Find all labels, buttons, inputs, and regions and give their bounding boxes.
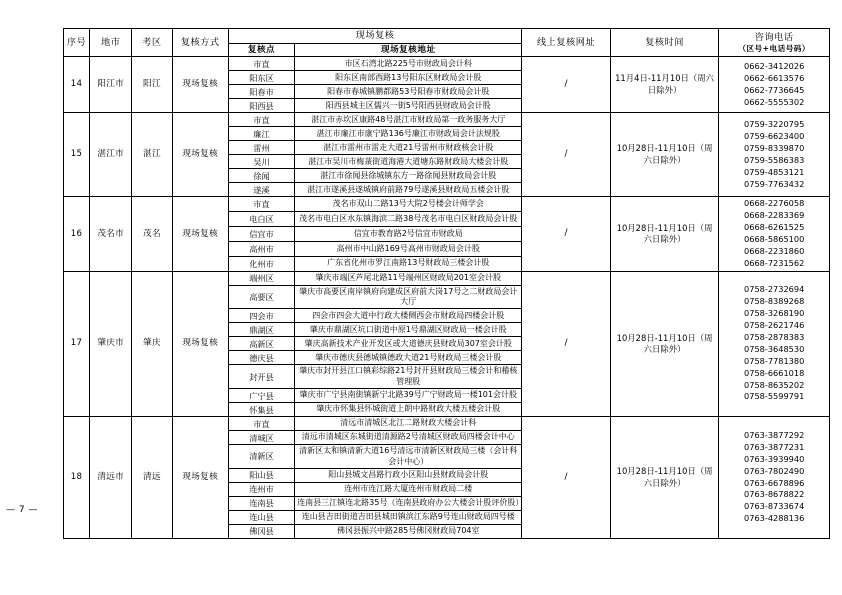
header-city: 地市 xyxy=(90,29,132,57)
cell-review-point: 市直 xyxy=(228,113,294,127)
header-phone-line1: 咨询电话 xyxy=(754,32,794,44)
cell-review-point: 市直 xyxy=(228,57,294,71)
cell-mode: 现场复核 xyxy=(172,197,228,271)
phone-number: 0763-8678822 xyxy=(744,489,805,500)
cell-review-point: 连山县 xyxy=(228,510,294,524)
cell-review-address: 清新区太和镇清新大道16号清远市清新区财政局三楼（会计科 会计中心） xyxy=(295,445,522,469)
cell-review-point: 端州区 xyxy=(228,271,294,285)
cell-review-point: 高州市 xyxy=(228,241,294,256)
cell-review-address: 连州市连江路大厦连州市财政局二楼 xyxy=(295,482,522,496)
cell-city: 阳江市 xyxy=(90,57,132,113)
cell-review-point: 市直 xyxy=(228,197,294,212)
cell-review-point: 高要区 xyxy=(228,285,294,309)
cell-review-point: 信宜市 xyxy=(228,226,294,241)
review-schedule-table xyxy=(63,28,830,539)
cell-review-address: 湛江市廉江市康宁路136号廉江市财政局会计法规股 xyxy=(295,127,522,141)
phone-number: 0759-4853121 xyxy=(744,166,805,177)
cell-review-address: 阳春市春城镇鹏都路53号阳春市财政局会计股 xyxy=(295,85,522,99)
cell-review-address: 肇庆市封开县江口镇彩综路21号封开县财政局三楼会计和稽核管理股 xyxy=(295,365,522,389)
table-row xyxy=(64,271,830,285)
cell-review-point: 封开县 xyxy=(228,365,294,389)
cell-review-address: 佛冈县振兴中路285号佛冈财政局704室 xyxy=(295,524,522,538)
phone-number: 0662-7736645 xyxy=(744,84,805,95)
cell-review-address: 茂名市电白区水东镇海滨二路38号茂名市电白区财政局会计股 xyxy=(295,212,522,227)
cell-phone-list xyxy=(719,57,830,113)
cell-review-point: 阳春市 xyxy=(228,85,294,99)
cell-review-address: 信宜市教育路2号信宜市财政局 xyxy=(295,226,522,241)
phone-number: 0668-2283369 xyxy=(744,210,805,221)
table-row xyxy=(64,417,830,431)
phone-number: 0763-6678896 xyxy=(744,477,805,488)
cell-review-address: 四会市四会大道中行政大楼侧西会市财政局四楼会计股 xyxy=(295,309,522,323)
phone-number: 0763-3877231 xyxy=(744,441,805,452)
cell-review-point: 阳东区 xyxy=(228,71,294,85)
header-phone-line2: （区号+电话号码） xyxy=(738,43,810,53)
phone-number: 0759-5586383 xyxy=(744,154,805,165)
cell-district: 阳江 xyxy=(132,57,172,113)
cell-review-address: 肇庆高新技术产业开发区或大道德庆县财政局307室会计股 xyxy=(295,337,522,351)
cell-mode: 现场复核 xyxy=(172,271,228,417)
phone-number: 0668-7231562 xyxy=(744,257,805,268)
cell-city: 茂名市 xyxy=(90,197,132,271)
header-point: 复核点 xyxy=(228,43,294,57)
phone-number: 0668-2231860 xyxy=(744,245,805,256)
cell-review-point: 连州市 xyxy=(228,482,294,496)
phone-number: 0759-3220795 xyxy=(744,119,805,130)
cell-review-point: 雷州 xyxy=(228,141,294,155)
phone-number: 0758-8635202 xyxy=(744,379,805,390)
cell-review-point: 连南县 xyxy=(228,496,294,510)
cell-review-point: 遂溪 xyxy=(228,183,294,197)
cell-review-address: 肇庆市广宁县南街镇新宁北路39号广宁财政局一楼101会计股 xyxy=(295,389,522,403)
cell-mode: 现场复核 xyxy=(172,57,228,113)
cell-review-time: 10月28日-11月10日（周六日除外） xyxy=(610,271,719,417)
cell-review-point: 德庆县 xyxy=(228,351,294,365)
cell-review-address: 肇庆市德庆县德城镇德政大道21号财政局三楼会计股 xyxy=(295,351,522,365)
cell-mode: 现场复核 xyxy=(172,417,228,539)
cell-online-url: / xyxy=(522,271,610,417)
cell-district: 肇庆 xyxy=(132,271,172,417)
header-mode: 复核方式 xyxy=(172,29,228,57)
phone-number: 0758-2621746 xyxy=(744,320,805,331)
cell-seq: 15 xyxy=(64,113,90,197)
phone-number: 0763-8733674 xyxy=(744,501,805,512)
cell-review-point: 佛冈县 xyxy=(228,524,294,538)
phone-number: 0758-3648530 xyxy=(744,343,805,354)
header-online-url: 线上复核网址 xyxy=(522,29,610,57)
phone-number: 0763-3877292 xyxy=(744,429,805,440)
cell-review-point: 怀集县 xyxy=(228,403,294,417)
phone-number: 0758-8389268 xyxy=(744,296,805,307)
table-row xyxy=(64,57,830,71)
cell-review-address: 肇庆市端区芦尾北路11号端州区财政局201室会计股 xyxy=(295,271,522,285)
cell-district: 湛江 xyxy=(132,113,172,197)
header-seq: 序号 xyxy=(64,29,90,57)
cell-district: 清远 xyxy=(132,417,172,539)
phone-number: 0763-7802490 xyxy=(744,465,805,476)
phone-number: 0763-3939940 xyxy=(744,453,805,464)
table-header-row-1 xyxy=(64,29,830,44)
cell-review-point: 廉江 xyxy=(228,127,294,141)
cell-review-address: 连山县吉田街道吉田县城田镇滨江东路9号连山财政局四号楼 xyxy=(295,510,522,524)
phone-number: 0763-4288136 xyxy=(744,513,805,524)
cell-phone-list xyxy=(719,113,830,197)
cell-review-address: 肇庆市高要区南岸镇府向建成区府前大岗17号之二财政局会计大厅 xyxy=(295,285,522,309)
cell-review-address: 阳山县城文昌路行政小区阳山县财政局会计股 xyxy=(295,468,522,482)
cell-online-url: / xyxy=(522,113,610,197)
phone-number: 0668-2276058 xyxy=(744,198,805,209)
cell-review-address: 肇庆市怀集县怀城街道上朗中路财政大楼五楼会计股 xyxy=(295,403,522,417)
table-row xyxy=(64,113,830,127)
cell-review-address: 清远市清城区北江二路财政大楼会计科 xyxy=(295,417,522,431)
cell-review-point: 鼎湖区 xyxy=(228,323,294,337)
cell-review-address: 湛江市赤坎区康路48号湛江市财政局第一政务服务大厅 xyxy=(295,113,522,127)
phone-number: 0758-5599791 xyxy=(744,391,805,402)
cell-review-point: 清新区 xyxy=(228,445,294,469)
cell-phone-list xyxy=(719,197,830,271)
cell-review-address: 连南县三江镇连北路35号（连南县政府办公大楼会计股评价股） xyxy=(295,496,522,510)
cell-online-url: / xyxy=(522,417,610,539)
header-onsite-group: 现场复核 xyxy=(228,29,522,44)
cell-seq: 18 xyxy=(64,417,90,539)
cell-review-point: 阳西县 xyxy=(228,99,294,113)
phone-number: 0668-5865100 xyxy=(744,233,805,244)
cell-city: 湛江市 xyxy=(90,113,132,197)
header-phone xyxy=(719,29,830,57)
cell-online-url: / xyxy=(522,197,610,271)
cell-phone-list xyxy=(719,417,830,539)
phone-number: 0662-3412026 xyxy=(744,60,805,71)
cell-district: 茂名 xyxy=(132,197,172,271)
cell-city: 肇庆市 xyxy=(90,271,132,417)
cell-review-time: 11月4日-11月10日（周六日除外） xyxy=(610,57,719,113)
table-body xyxy=(64,57,830,539)
cell-review-address: 湛江市徐闻县徐城镇东方一路徐闻县财政局会计股 xyxy=(295,169,522,183)
cell-review-point: 市直 xyxy=(228,417,294,431)
phone-number: 0759-6623400 xyxy=(744,130,805,141)
phone-number: 0668-6261525 xyxy=(744,222,805,233)
table-row xyxy=(64,197,830,212)
phone-number: 0758-2732694 xyxy=(744,284,805,295)
cell-review-address: 高州市中山路169号高州市财政局会计股 xyxy=(295,241,522,256)
phone-number: 0759-8339870 xyxy=(744,142,805,153)
cell-review-address: 清远市清城区东城街道清源路2号清城区财政局四楼会计中心 xyxy=(295,431,522,445)
phone-number: 0758-6661018 xyxy=(744,367,805,378)
cell-review-address: 湛江市雷州市雷走大道21号雷州市财政核会计股 xyxy=(295,141,522,155)
cell-seq: 16 xyxy=(64,197,90,271)
cell-review-point: 吴川 xyxy=(228,155,294,169)
cell-seq: 17 xyxy=(64,271,90,417)
cell-review-address: 茂名市双山二路13号大院2号楼会计师学会 xyxy=(295,197,522,212)
cell-review-point: 阳山县 xyxy=(228,468,294,482)
cell-city: 清远市 xyxy=(90,417,132,539)
cell-review-point: 清城区 xyxy=(228,431,294,445)
phone-number: 0758-2878383 xyxy=(744,331,805,342)
cell-review-time: 10月28日-11月10日（周六日除外） xyxy=(610,417,719,539)
cell-review-address: 湛江市遂溪县遂城镇府前路79号遂溪县财政局五楼会计股 xyxy=(295,183,522,197)
cell-review-address: 阳西县城主区儒兴一街5号阳西县财政局会计股 xyxy=(295,99,522,113)
cell-review-point: 徐闻 xyxy=(228,169,294,183)
cell-review-time: 10月28日-11月10日（周六日除外） xyxy=(610,197,719,271)
page-number: — 7 — xyxy=(6,505,38,515)
cell-review-point: 电白区 xyxy=(228,212,294,227)
cell-review-address: 市区石湾北路225号市财政局会计科 xyxy=(295,57,522,71)
cell-review-time: 10月28日-11月10日（周六日除外） xyxy=(610,113,719,197)
cell-review-address: 肇庆市鼎湖区坑口街道中原1号鼎湖区财政局一楼会计股 xyxy=(295,323,522,337)
cell-review-point: 高新区 xyxy=(228,337,294,351)
phone-number: 0758-3268190 xyxy=(744,308,805,319)
cell-review-address: 广东省化州市罗江南路13号财政局三楼会计股 xyxy=(295,256,522,271)
phone-number: 0759-7763432 xyxy=(744,178,805,189)
cell-phone-list xyxy=(719,271,830,417)
header-address: 现场复核地址 xyxy=(295,43,522,57)
phone-number: 0662-6613576 xyxy=(744,72,805,83)
cell-review-address: 阳东区南部西路13号阳东区财政局会计股 xyxy=(295,71,522,85)
cell-review-point: 化州市 xyxy=(228,256,294,271)
cell-mode: 现场复核 xyxy=(172,113,228,197)
phone-number: 0662-5555302 xyxy=(744,96,805,107)
cell-review-address: 湛江市吴川市梅菉街道海港大道塘东路财政局大楼会计股 xyxy=(295,155,522,169)
cell-review-point: 四会市 xyxy=(228,309,294,323)
cell-seq: 14 xyxy=(64,57,90,113)
header-district: 考区 xyxy=(132,29,172,57)
phone-number: 0758-7781380 xyxy=(744,355,805,366)
cell-online-url: / xyxy=(522,57,610,113)
header-time: 复核时间 xyxy=(610,29,719,57)
cell-review-point: 广宁县 xyxy=(228,389,294,403)
